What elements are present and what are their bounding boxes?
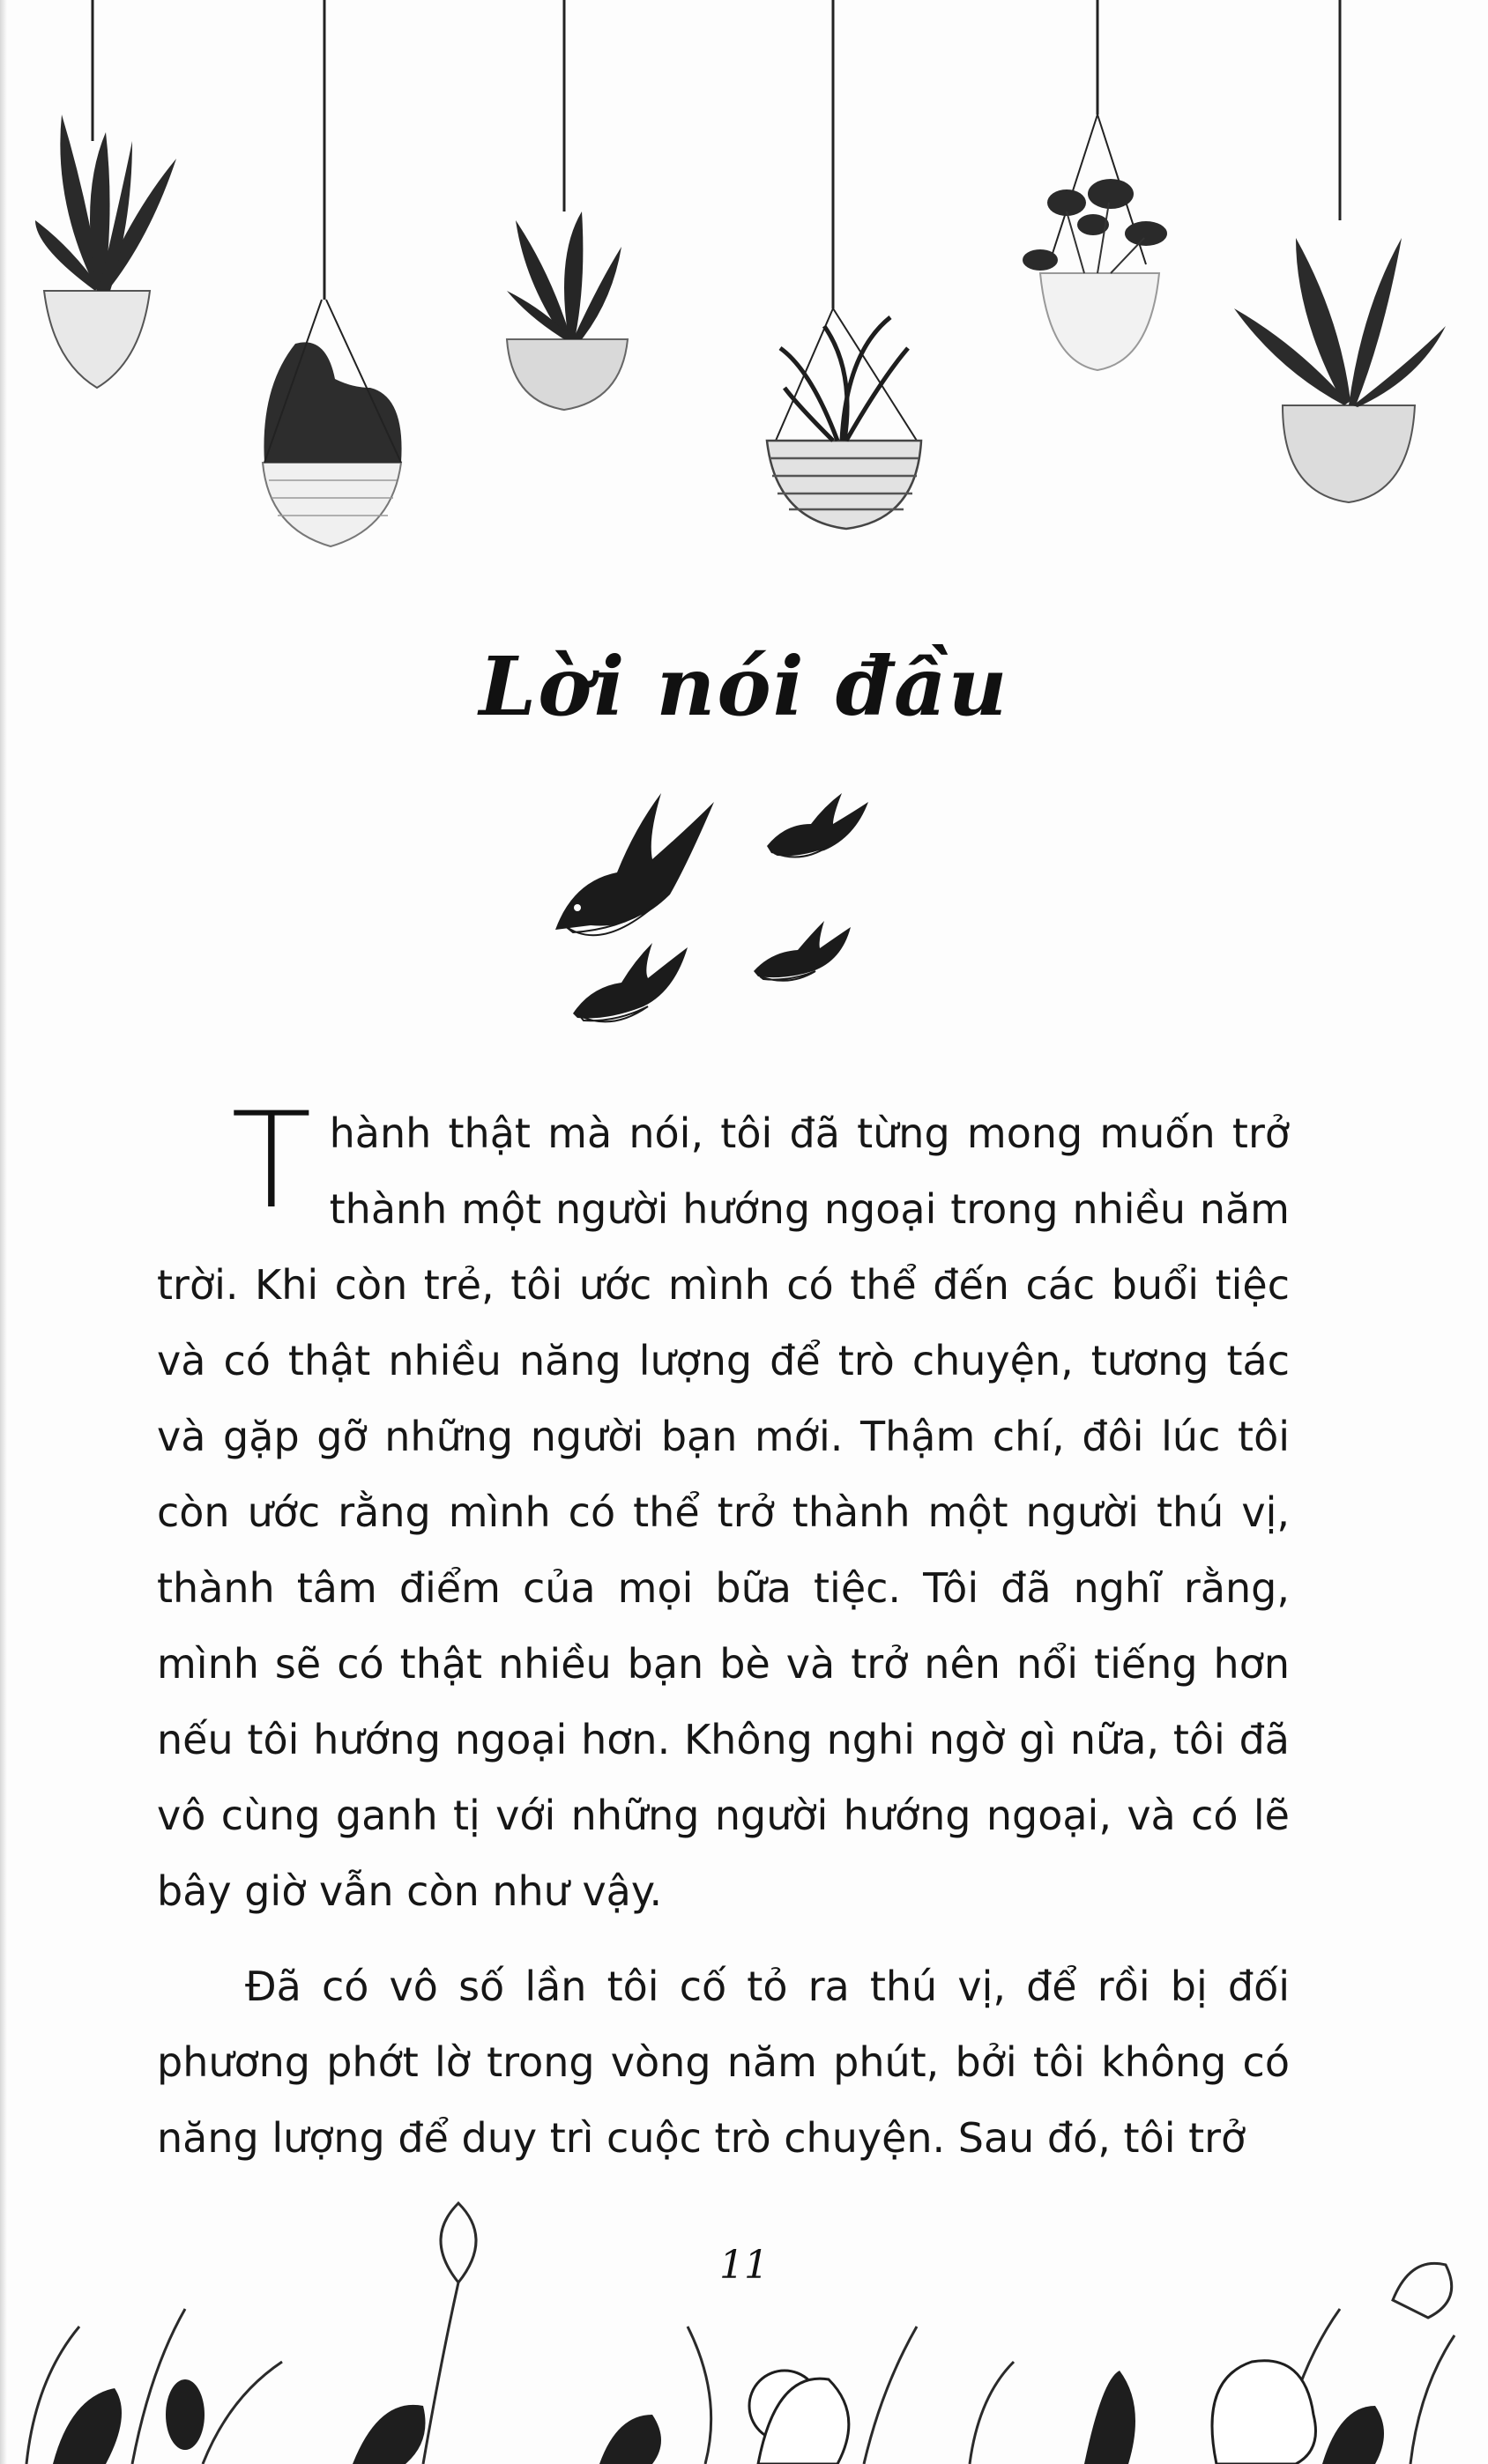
swallow-icon-4 bbox=[754, 921, 851, 981]
hanging-plant-1 bbox=[35, 115, 176, 388]
hanging-plant-6 bbox=[1234, 238, 1446, 502]
paragraph-2: Đã có vô số lần tôi cố tỏ ra thú vị, để rồi bị đối phương phớt lờ trong vòng năm phút, bởi tôi không có năng lượng để duy trì cuộc trò chuyện. Sau đó, tôi trở bbox=[157, 1963, 1290, 2162]
body-text bbox=[157, 1085, 1290, 2176]
page-number: 11 bbox=[719, 2243, 769, 2288]
paragraph-1: Thành thật mà nói, tôi đã từng mong muốn trở thành một người hướng ngoại trong nhiều năm trời. Khi còn trẻ, tôi ước mình có thể đến các buổi tiệc và có thật nhiều năng lượng để trò chuyện, tương tác và gặp gỡ những người bạn mới. Thậm chí, đôi lúc tôi còn ước rằng mình có thể trở thành một người thú vị, thành tâm điểm của mọi bữa tiệc. Tôi đã nghĩ rằng, mình sẽ có thật nhiều bạn bè và trở nên nổi tiếng hơn nếu tôi hướng ngoại hơn. Không nghi ngờ gì nữa, tôi đã vô cùng ganh tị với những người hướng ngoại, và có lẽ bây giờ vẫn còn như vậy. bbox=[157, 1085, 1290, 1915]
swallow-icon-2 bbox=[767, 793, 868, 857]
swallow-icon-1 bbox=[555, 793, 714, 935]
hanging-plant-4 bbox=[767, 308, 921, 529]
swallow-icon-3 bbox=[573, 943, 688, 1021]
hanging-plant-5 bbox=[1023, 115, 1167, 370]
hanging-plant-2 bbox=[263, 300, 402, 546]
swallows-illustration bbox=[538, 776, 890, 1040]
drop-cap: T bbox=[231, 1085, 312, 1238]
page-title: Lời nói đầu bbox=[479, 639, 1009, 734]
hanging-plants-illustration bbox=[0, 0, 1488, 582]
hanging-plant-3 bbox=[507, 212, 628, 410]
floral-border-illustration bbox=[0, 2150, 1488, 2464]
